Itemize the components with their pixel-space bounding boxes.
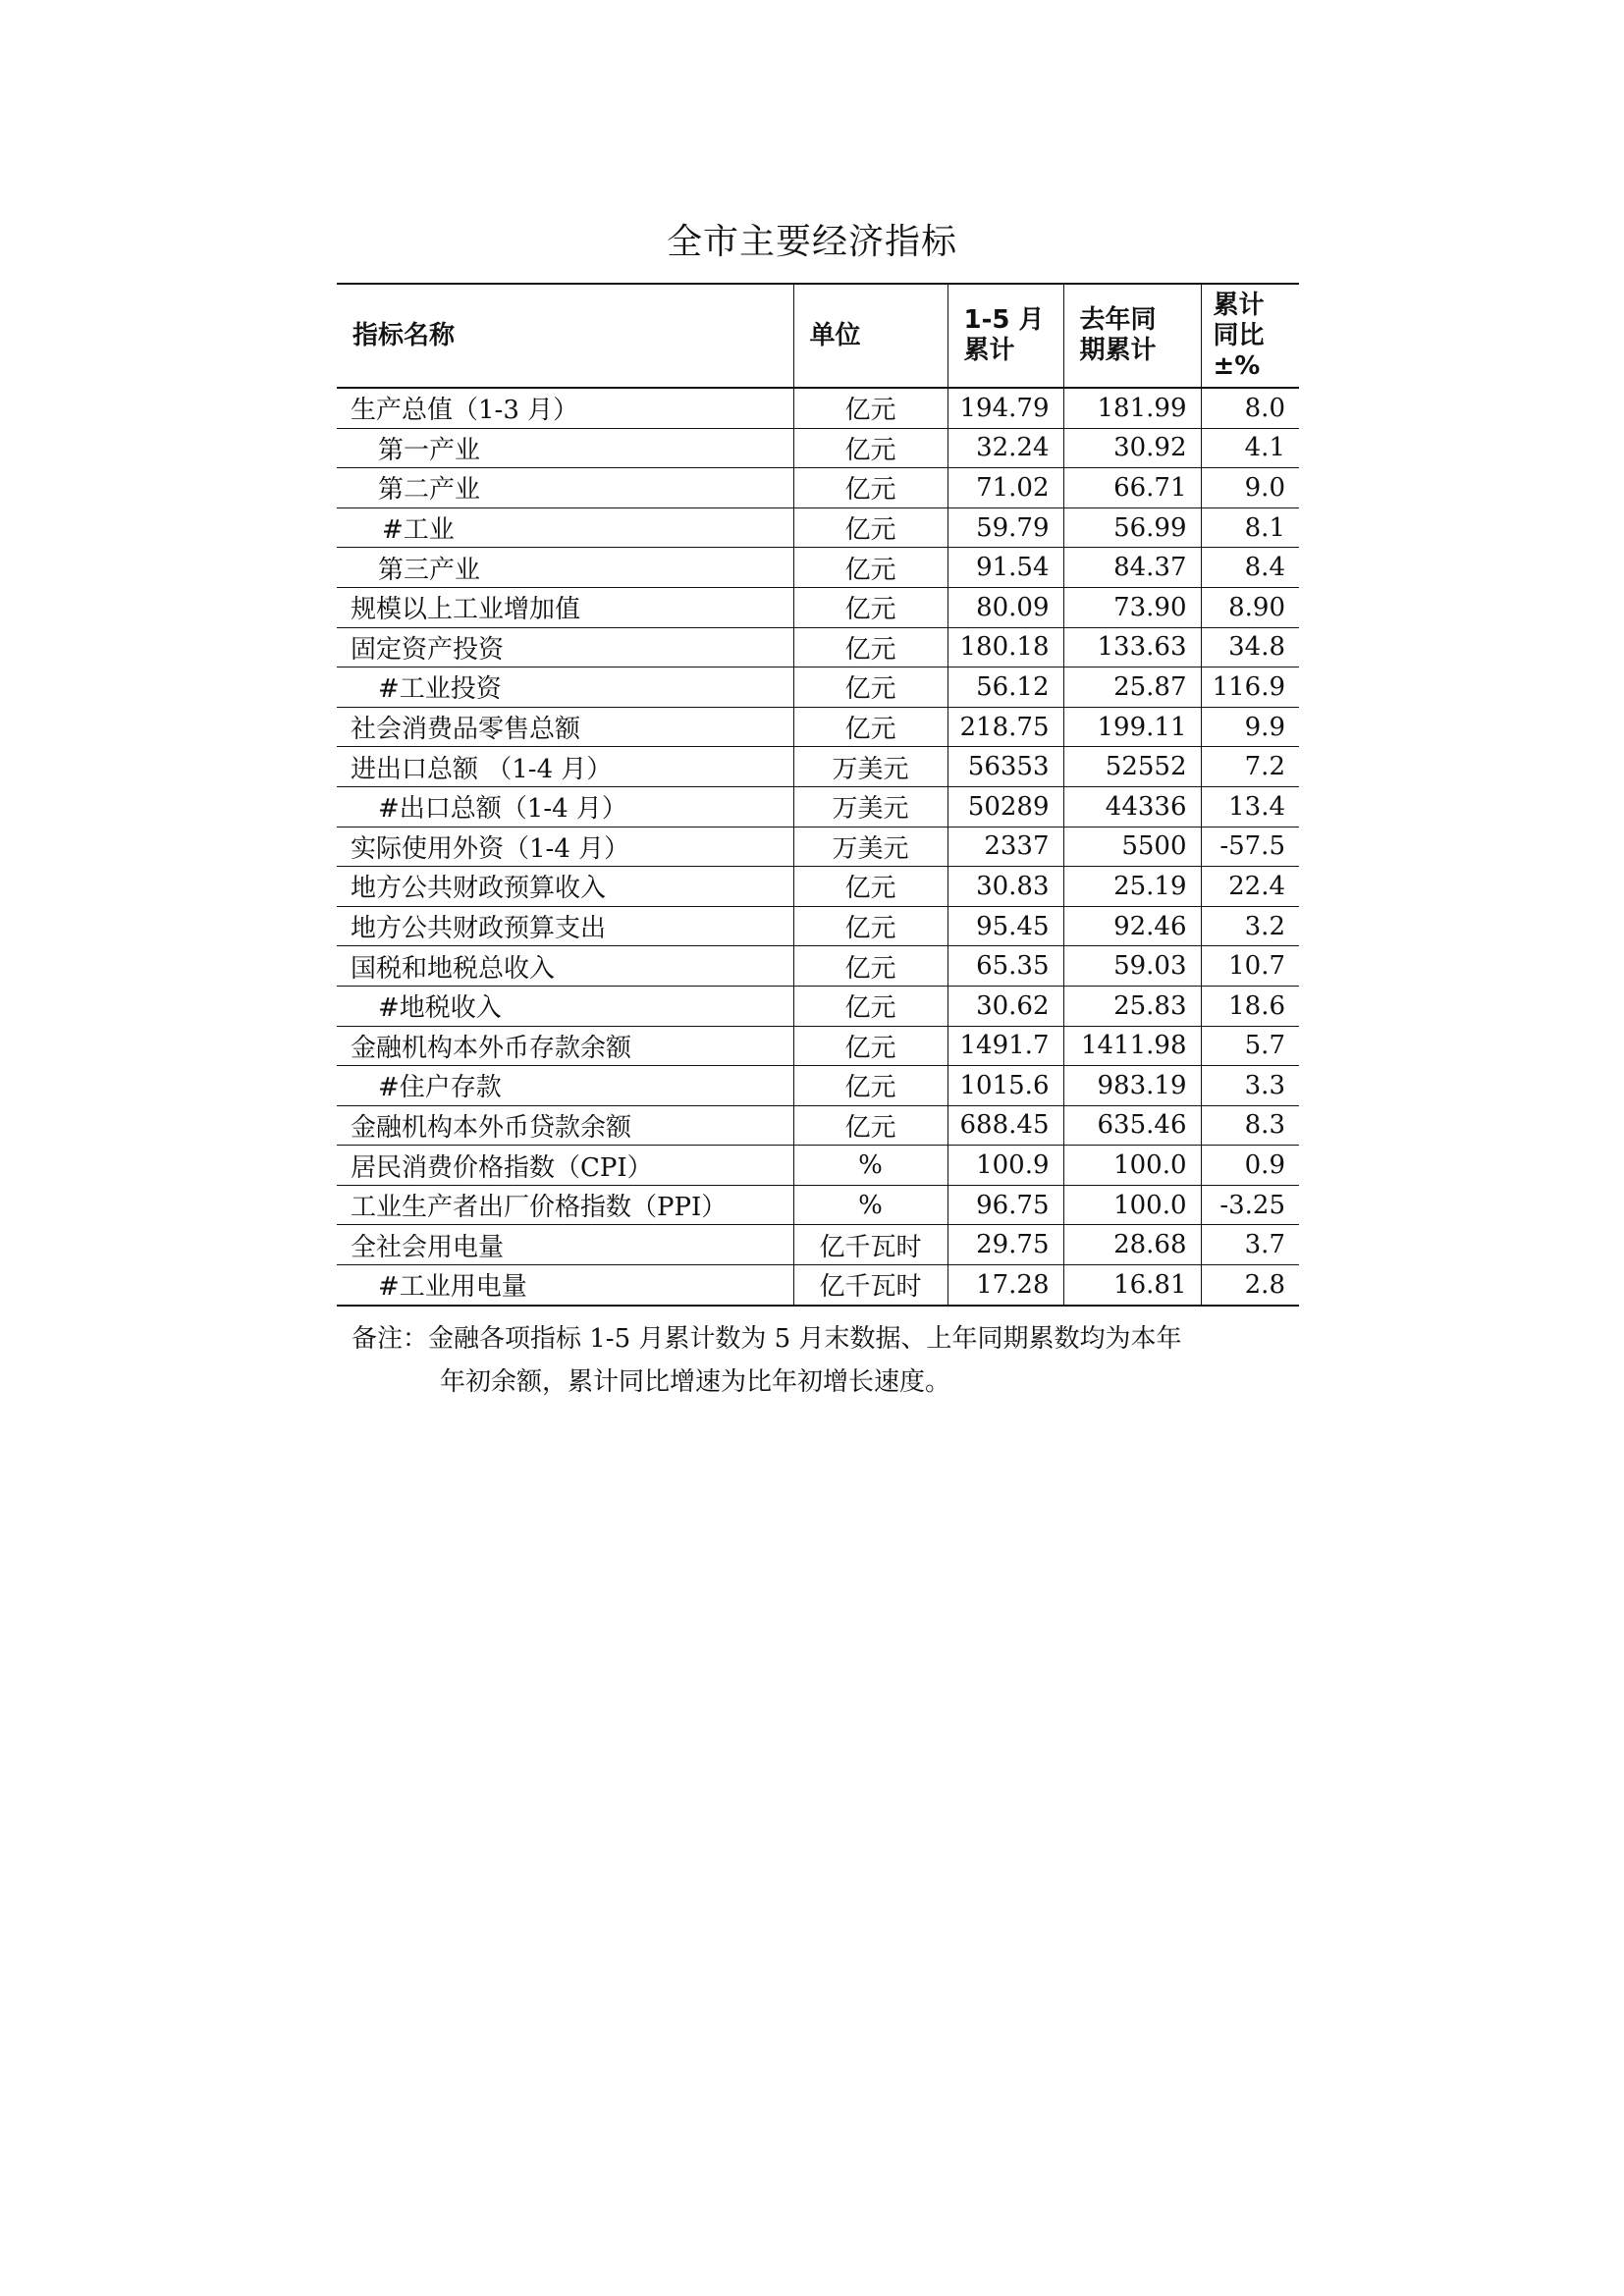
- unit-cell: 万美元: [793, 786, 947, 827]
- previous-value-cell: 66.71: [1063, 468, 1201, 508]
- table-body: [337, 388, 1299, 1306]
- indicator-name-cell: 第一产业: [337, 428, 793, 468]
- table-row: [337, 786, 1299, 827]
- header-current-cumulative: [947, 284, 1063, 388]
- current-value-cell: 80.09: [947, 587, 1063, 627]
- indicator-name-cell: 全社会用电量: [337, 1225, 793, 1265]
- unit-cell: 亿元: [793, 627, 947, 667]
- previous-value-cell: 73.90: [1063, 587, 1201, 627]
- indicator-name-cell: #工业投资: [337, 667, 793, 708]
- indicator-name-cell: #出口总额（1-4 月）: [337, 786, 793, 827]
- unit-cell: %: [793, 1185, 947, 1225]
- table-row: [337, 867, 1299, 907]
- table-row: [337, 428, 1299, 468]
- indicator-name-cell: 生产总值（1-3 月）: [337, 388, 793, 428]
- yoy-percent-cell: 18.6: [1201, 986, 1299, 1026]
- table-row: [337, 1146, 1299, 1186]
- unit-cell: 亿元: [793, 587, 947, 627]
- table-row: [337, 986, 1299, 1026]
- current-value-cell: 59.79: [947, 507, 1063, 548]
- yoy-percent-cell: 8.3: [1201, 1105, 1299, 1146]
- indicator-name-cell: 第三产业: [337, 548, 793, 588]
- table-row: [337, 388, 1299, 428]
- current-value-cell: 50289: [947, 786, 1063, 827]
- header-indicator-name: 指标名称: [337, 284, 793, 388]
- table-row: [337, 548, 1299, 588]
- table-row: [337, 507, 1299, 548]
- unit-cell: 亿千瓦时: [793, 1225, 947, 1265]
- yoy-percent-cell: -57.5: [1201, 827, 1299, 867]
- previous-value-cell: 100.0: [1063, 1185, 1201, 1225]
- current-value-cell: 29.75: [947, 1225, 1063, 1265]
- unit-cell: 万美元: [793, 827, 947, 867]
- table-row: [337, 827, 1299, 867]
- current-value-cell: 71.02: [947, 468, 1063, 508]
- table-row: [337, 747, 1299, 787]
- yoy-percent-cell: 9.9: [1201, 707, 1299, 747]
- header-current-line2: 累计: [963, 336, 1015, 365]
- current-value-cell: 2337: [947, 827, 1063, 867]
- previous-value-cell: 30.92: [1063, 428, 1201, 468]
- yoy-percent-cell: 3.3: [1201, 1066, 1299, 1106]
- unit-cell: 亿元: [793, 1026, 947, 1066]
- previous-value-cell: 100.0: [1063, 1146, 1201, 1186]
- previous-value-cell: 28.68: [1063, 1225, 1201, 1265]
- unit-cell: 亿元: [793, 548, 947, 588]
- yoy-percent-cell: 8.90: [1201, 587, 1299, 627]
- current-value-cell: 1015.6: [947, 1066, 1063, 1106]
- yoy-percent-cell: 8.1: [1201, 507, 1299, 548]
- indicator-name-cell: 工业生产者出厂价格指数（PPI）: [337, 1185, 793, 1225]
- yoy-percent-cell: 13.4: [1201, 786, 1299, 827]
- table-row: [337, 1225, 1299, 1265]
- header-pct-line2: 同比: [1213, 320, 1265, 350]
- indicator-name-cell: 金融机构本外币贷款余额: [337, 1105, 793, 1146]
- yoy-percent-cell: 34.8: [1201, 627, 1299, 667]
- unit-cell: 亿元: [793, 867, 947, 907]
- indicator-name-cell: 地方公共财政预算收入: [337, 867, 793, 907]
- table-row: [337, 707, 1299, 747]
- header-previous-line2: 期累计: [1079, 336, 1157, 365]
- table-row: [337, 627, 1299, 667]
- yoy-percent-cell: 5.7: [1201, 1026, 1299, 1066]
- yoy-percent-cell: 9.0: [1201, 468, 1299, 508]
- indicator-name-cell: 规模以上工业增加值: [337, 587, 793, 627]
- previous-value-cell: 59.03: [1063, 946, 1201, 987]
- table-row: [337, 1105, 1299, 1146]
- table-row: [337, 1026, 1299, 1066]
- previous-value-cell: 44336: [1063, 786, 1201, 827]
- yoy-percent-cell: -3.25: [1201, 1185, 1299, 1225]
- page-title: 全市主要经济指标: [666, 222, 957, 262]
- header-yoy-percent: [1201, 284, 1299, 388]
- yoy-percent-cell: 0.9: [1201, 1146, 1299, 1186]
- current-value-cell: 96.75: [947, 1185, 1063, 1225]
- previous-value-cell: 983.19: [1063, 1066, 1201, 1106]
- header-unit: 单位: [793, 284, 947, 388]
- indicator-name-cell: 第二产业: [337, 468, 793, 508]
- table-row: [337, 946, 1299, 987]
- indicator-name-cell: 居民消费价格指数（CPI）: [337, 1146, 793, 1186]
- unit-cell: 亿元: [793, 388, 947, 428]
- yoy-percent-cell: 8.0: [1201, 388, 1299, 428]
- previous-value-cell: 25.19: [1063, 867, 1201, 907]
- table-row: [337, 906, 1299, 946]
- yoy-percent-cell: 3.7: [1201, 1225, 1299, 1265]
- unit-cell: 亿元: [793, 986, 947, 1026]
- indicator-name-cell: 固定资产投资: [337, 627, 793, 667]
- indicators-table: [337, 283, 1299, 1307]
- current-value-cell: 180.18: [947, 627, 1063, 667]
- yoy-percent-cell: 22.4: [1201, 867, 1299, 907]
- previous-value-cell: 52552: [1063, 747, 1201, 787]
- current-value-cell: 30.62: [947, 986, 1063, 1026]
- previous-value-cell: 25.87: [1063, 667, 1201, 708]
- footnote-line2: 年初余额，累计同比增速为比年初增长速度。: [440, 1367, 951, 1397]
- header-pct-line1: 累计: [1213, 290, 1265, 320]
- previous-value-cell: 5500: [1063, 827, 1201, 867]
- indicator-name-cell: #住户存款: [337, 1066, 793, 1106]
- previous-value-cell: 199.11: [1063, 707, 1201, 747]
- unit-cell: 亿元: [793, 906, 947, 946]
- previous-value-cell: 1411.98: [1063, 1026, 1201, 1066]
- indicator-name-cell: #地税收入: [337, 986, 793, 1026]
- indicator-name-cell: 金融机构本外币存款余额: [337, 1026, 793, 1066]
- current-value-cell: 30.83: [947, 867, 1063, 907]
- yoy-percent-cell: 4.1: [1201, 428, 1299, 468]
- table-row: [337, 1185, 1299, 1225]
- unit-cell: 亿元: [793, 507, 947, 548]
- table-row: [337, 1265, 1299, 1306]
- table-row: [337, 468, 1299, 508]
- current-value-cell: 218.75: [947, 707, 1063, 747]
- current-value-cell: 56.12: [947, 667, 1063, 708]
- unit-cell: 亿元: [793, 1105, 947, 1146]
- unit-cell: 亿元: [793, 428, 947, 468]
- table-row: [337, 1066, 1299, 1106]
- footnote-line1: 备注：金融各项指标 1-5 月累计数为 5 月末数据、上年同期累数均为本年: [352, 1324, 1182, 1354]
- current-value-cell: 95.45: [947, 906, 1063, 946]
- yoy-percent-cell: 2.8: [1201, 1265, 1299, 1306]
- indicator-name-cell: 进出口总额 （1-4 月）: [337, 747, 793, 787]
- header-current-line1: 1-5 月: [963, 305, 1045, 335]
- indicator-name-cell: #工业用电量: [337, 1265, 793, 1306]
- previous-value-cell: 133.63: [1063, 627, 1201, 667]
- yoy-percent-cell: 116.9: [1201, 667, 1299, 708]
- current-value-cell: 688.45: [947, 1105, 1063, 1146]
- unit-cell: 亿千瓦时: [793, 1265, 947, 1306]
- unit-cell: %: [793, 1146, 947, 1186]
- unit-cell: 亿元: [793, 1066, 947, 1106]
- previous-value-cell: 635.46: [1063, 1105, 1201, 1146]
- unit-cell: 亿元: [793, 468, 947, 508]
- current-value-cell: 100.9: [947, 1146, 1063, 1186]
- unit-cell: 万美元: [793, 747, 947, 787]
- indicator-name-cell: 实际使用外资（1-4 月）: [337, 827, 793, 867]
- unit-cell: 亿元: [793, 707, 947, 747]
- indicator-name-cell: 国税和地税总收入: [337, 946, 793, 987]
- yoy-percent-cell: 8.4: [1201, 548, 1299, 588]
- footnote: [352, 1317, 1294, 1404]
- previous-value-cell: 181.99: [1063, 388, 1201, 428]
- previous-value-cell: 84.37: [1063, 548, 1201, 588]
- indicator-name-cell: #工业: [337, 507, 793, 548]
- table-row: [337, 587, 1299, 627]
- yoy-percent-cell: 10.7: [1201, 946, 1299, 987]
- table-row: [337, 667, 1299, 708]
- current-value-cell: 65.35: [947, 946, 1063, 987]
- header-previous-cumulative: [1063, 284, 1201, 388]
- current-value-cell: 17.28: [947, 1265, 1063, 1306]
- previous-value-cell: 25.83: [1063, 986, 1201, 1026]
- previous-value-cell: 92.46: [1063, 906, 1201, 946]
- previous-value-cell: 56.99: [1063, 507, 1201, 548]
- table-header-row: [337, 284, 1299, 388]
- current-value-cell: 1491.7: [947, 1026, 1063, 1066]
- current-value-cell: 194.79: [947, 388, 1063, 428]
- header-previous-line1: 去年同: [1079, 305, 1157, 335]
- yoy-percent-cell: 7.2: [1201, 747, 1299, 787]
- indicator-name-cell: 社会消费品零售总额: [337, 707, 793, 747]
- current-value-cell: 32.24: [947, 428, 1063, 468]
- previous-value-cell: 16.81: [1063, 1265, 1201, 1306]
- unit-cell: 亿元: [793, 946, 947, 987]
- current-value-cell: 91.54: [947, 548, 1063, 588]
- header-pct-line3: ±%: [1213, 350, 1261, 381]
- yoy-percent-cell: 3.2: [1201, 906, 1299, 946]
- current-value-cell: 56353: [947, 747, 1063, 787]
- indicator-name-cell: 地方公共财政预算支出: [337, 906, 793, 946]
- unit-cell: 亿元: [793, 667, 947, 708]
